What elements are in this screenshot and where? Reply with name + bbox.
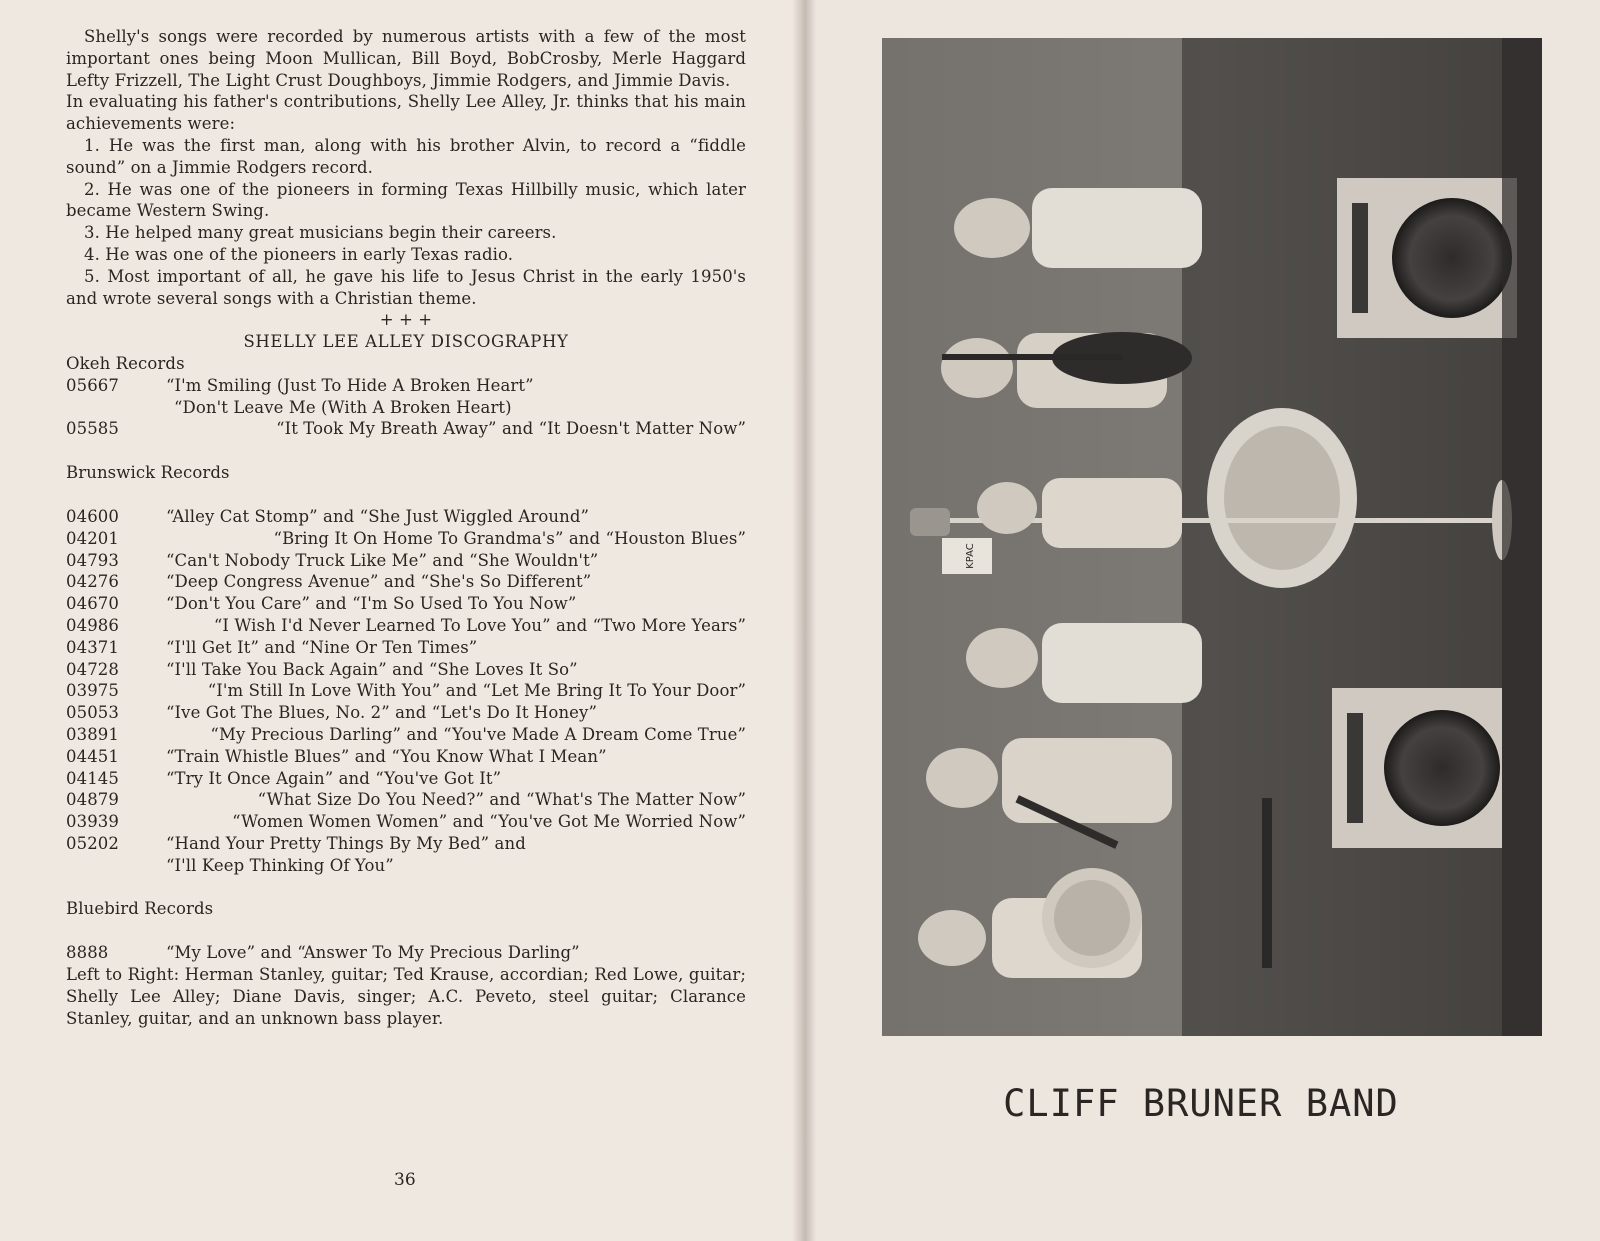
record-row bbox=[66, 375, 746, 397]
record-number: 03975 bbox=[66, 681, 119, 701]
intro-paragraph: Shelly's songs were recorded by numerous artists with a few of the most important ones being Moon Mullican, Bill Boyd, BobCrosby, Merle Haggard Lefty Frizzell, The Light Crust Doughboys, Jimmie Rodgers, and Jimmie Davis. bbox=[66, 27, 746, 90]
section-separator: + + + bbox=[379, 310, 433, 330]
brunswick-label: Brunswick Records bbox=[66, 463, 230, 483]
record-row bbox=[66, 659, 746, 681]
mic-station-label: KPAC bbox=[965, 543, 976, 569]
band-photo-illustration bbox=[882, 38, 1542, 1036]
record-number: 03891 bbox=[66, 724, 119, 744]
record-title: “I'm Smiling (Just To Hide A Broken Heart” bbox=[166, 375, 534, 395]
record-number: 04201 bbox=[66, 528, 119, 548]
record-number: 8888 bbox=[66, 943, 109, 963]
record-number: 04728 bbox=[66, 659, 119, 679]
record-title: “I'm Still In Love With You” and “Let Me Bring It To Your Door” bbox=[207, 681, 746, 701]
record-row bbox=[66, 397, 746, 419]
record-row bbox=[66, 811, 746, 833]
record-title: “Train Whistle Blues” and “You Know What I Mean” bbox=[166, 746, 607, 766]
evaluation-paragraph: In evaluating his father's contributions, Shelly Lee Alley, Jr. thinks that his main achievements were: bbox=[66, 92, 746, 134]
record-number: 04145 bbox=[66, 768, 119, 788]
record-row bbox=[66, 637, 746, 659]
discography-title: SHELLY LEE ALLEY DISCOGRAPHY bbox=[243, 332, 569, 352]
record-title: “I'll Take You Back Again” and “She Loves It So” bbox=[166, 659, 578, 679]
band-photo bbox=[882, 38, 1542, 1036]
left-page-text bbox=[66, 26, 746, 1029]
brunswick-list bbox=[66, 506, 746, 877]
record-title: “I'll Get It” and “Nine Or Ten Times” bbox=[166, 637, 478, 657]
record-number bbox=[66, 855, 158, 877]
record-title: “Bring It On Home To Grandma's” and “Houston Blues” bbox=[273, 528, 746, 548]
record-row bbox=[66, 528, 746, 550]
record-number: 05202 bbox=[66, 833, 119, 853]
achievement-item: 3. He helped many great musicians begin their careers. bbox=[84, 223, 557, 243]
book-gutter bbox=[792, 0, 816, 1241]
record-row bbox=[66, 571, 746, 593]
record-title: “Don't You Care” and “I'm So Used To You Now” bbox=[166, 594, 577, 614]
record-row bbox=[66, 768, 746, 790]
bluebird-label: Bluebird Records bbox=[66, 899, 214, 919]
record-title: “Don't Leave Me (With A Broken Heart) bbox=[174, 397, 512, 417]
record-row bbox=[66, 506, 746, 528]
record-number: 04670 bbox=[66, 594, 119, 614]
record-row bbox=[66, 789, 746, 811]
record-row bbox=[66, 855, 746, 877]
record-number: 03939 bbox=[66, 812, 119, 832]
record-title: “Try It Once Again” and “You've Got It” bbox=[166, 768, 502, 788]
right-page bbox=[802, 0, 1600, 1241]
achievement-item: 5. Most important of all, he gave his life to Jesus Christ in the early 1950's and wrote several songs with a Christian theme. bbox=[66, 266, 746, 308]
record-row bbox=[66, 550, 746, 572]
record-row bbox=[66, 724, 746, 746]
speaker-cabinet-top bbox=[1337, 178, 1517, 338]
record-title: “Deep Congress Avenue” and “She's So Different” bbox=[166, 572, 592, 592]
record-title: “Ive Got The Blues, No. 2” and “Let's Do It Honey” bbox=[166, 703, 597, 723]
record-title: “I Wish I'd Never Learned To Love You” and “Two More Years” bbox=[213, 615, 746, 635]
photo-caption: Left to Right: Herman Stanley, guitar; Ted Krause, accordian; Red Lowe, guitar; Shelly Lee Alley; Diane Davis, singer; A.C. Peveto, steel guitar; Clarance Stanley, guitar, and an unknown bass player. bbox=[66, 965, 746, 1028]
okeh-label: Okeh Records bbox=[66, 353, 185, 373]
record-number bbox=[66, 397, 158, 419]
record-row bbox=[66, 702, 746, 724]
page-number: 36 bbox=[394, 1170, 416, 1190]
record-title: “Women Women Women” and “You've Got Me Worried Now” bbox=[232, 812, 746, 832]
record-title: “My Love” and “Answer To My Precious Darling” bbox=[166, 943, 580, 963]
record-row bbox=[66, 942, 746, 964]
record-row bbox=[66, 746, 746, 768]
drum bbox=[1207, 408, 1357, 588]
record-row bbox=[66, 418, 746, 440]
achievement-item: 2. He was one of the pioneers in forming Texas Hillbilly music, which later became Western Swing. bbox=[66, 179, 746, 221]
speaker-cabinet-bottom bbox=[1332, 688, 1502, 848]
record-title: “What Size Do You Need?” and “What's The Matter Now” bbox=[257, 790, 746, 810]
record-number: 04986 bbox=[66, 615, 119, 635]
record-row bbox=[66, 615, 746, 637]
band-caption: CLIFF BRUNER BAND bbox=[1003, 1082, 1399, 1125]
record-row bbox=[66, 680, 746, 702]
record-title: “It Took My Breath Away” and “It Doesn't Matter Now” bbox=[276, 419, 746, 439]
record-title: “Alley Cat Stomp” and “She Just Wiggled Around” bbox=[166, 506, 590, 526]
record-title: “Can't Nobody Truck Like Me” and “She Wouldn't” bbox=[166, 550, 599, 570]
achievement-item: 1. He was the first man, along with his brother Alvin, to record a “fiddle sound” on a Jimmie Rodgers record. bbox=[66, 135, 746, 177]
record-number: 05667 bbox=[66, 375, 119, 395]
achievement-item: 4. He was one of the pioneers in early Texas radio. bbox=[84, 244, 514, 264]
record-number: 04879 bbox=[66, 790, 119, 810]
record-title: “My Precious Darling” and “You've Made A Dream Come True” bbox=[210, 724, 746, 744]
record-title: “Hand Your Pretty Things By My Bed” and bbox=[166, 833, 526, 853]
record-number: 05053 bbox=[66, 703, 119, 723]
record-number: 04451 bbox=[66, 746, 119, 766]
record-number: 04276 bbox=[66, 572, 119, 592]
record-number: 04793 bbox=[66, 550, 119, 570]
record-row bbox=[66, 593, 746, 615]
record-title: “I'll Keep Thinking Of You” bbox=[166, 855, 394, 875]
record-row bbox=[66, 833, 746, 855]
record-number: 04600 bbox=[66, 506, 119, 526]
record-number: 05585 bbox=[66, 419, 119, 439]
record-number: 04371 bbox=[66, 637, 119, 657]
